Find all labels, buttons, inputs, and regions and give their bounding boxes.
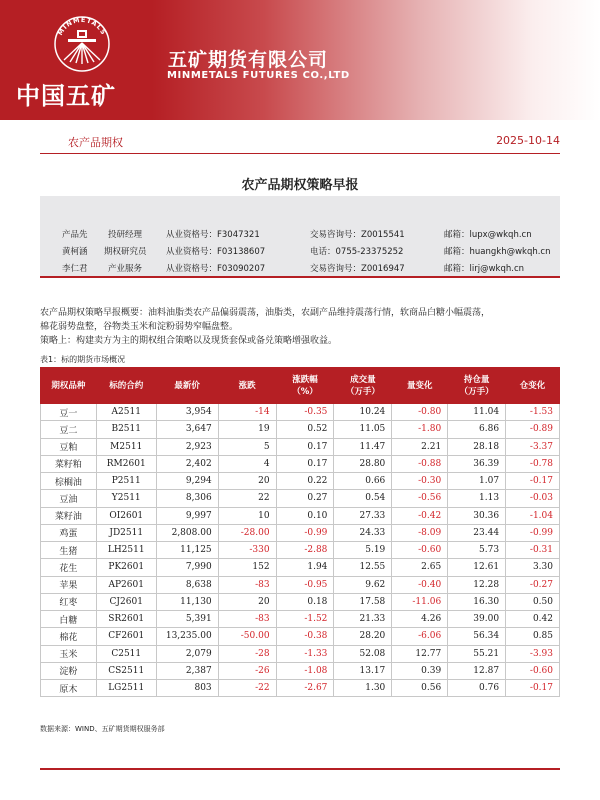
table-cell: 55.21 (448, 645, 506, 662)
table-cell: 2,387 (156, 662, 218, 679)
table-cell: 9.62 (334, 576, 392, 593)
summary-line: 农产品期权策略早报概要：油料油脂类农产品偏弱震荡，油脂类，农副产品维持震荡行情，软商品白糖小幅震荡， (40, 308, 491, 318)
table-cell: 11.04 (448, 404, 506, 421)
analyst-name: 产品先 (62, 230, 88, 240)
table-cell: 2,079 (156, 645, 218, 662)
company-name-cn: 五矿期货有限公司 (168, 49, 329, 71)
table-cell: 0.85 (506, 628, 560, 645)
analyst-contact: 交易咨询号：Z0016947 (310, 264, 405, 274)
table-cell: -0.17 (506, 473, 560, 490)
table-row (41, 559, 560, 576)
analyst-row (40, 262, 560, 280)
table-cell: 0.54 (334, 490, 392, 507)
table-cell: -0.35 (276, 404, 334, 421)
table-cell: -14 (218, 404, 276, 421)
table-cell: -0.99 (276, 524, 334, 541)
table-cell: 1.30 (334, 680, 392, 697)
table-cell: 152 (218, 559, 276, 576)
table-cell: 11.47 (334, 438, 392, 455)
table-cell: 0.22 (276, 473, 334, 490)
analyst-role: 产业服务 (108, 264, 143, 274)
analyst-role: 投研经理 (108, 230, 143, 240)
table-cell: OI2601 (96, 507, 156, 524)
table-cell: -0.03 (506, 490, 560, 507)
table-cell: 9,997 (156, 507, 218, 524)
table-row (41, 628, 560, 645)
table-cell: -50.00 (218, 628, 276, 645)
table-header-cell (506, 368, 560, 404)
table-cell: -3.37 (506, 438, 560, 455)
table-row (41, 421, 560, 438)
table-cell: 0.52 (276, 421, 334, 438)
table-cell: 3.30 (506, 559, 560, 576)
analyst-email[interactable]: 邮箱：lupx@wkqh.cn (444, 230, 532, 240)
table-cell: -0.80 (392, 404, 448, 421)
table-cell: 27.33 (334, 507, 392, 524)
table-cell: 28.18 (448, 438, 506, 455)
table-cell: CS2511 (96, 662, 156, 679)
header-text: 成交量 (350, 374, 376, 385)
table-cell: M2511 (96, 438, 156, 455)
analyst-role: 期权研究员 (104, 247, 147, 257)
table-cell: 红枣 (41, 593, 97, 610)
table-cell: -0.17 (506, 680, 560, 697)
category-label: 农产品期权 (68, 136, 123, 149)
header-text: 量变化 (406, 380, 433, 391)
table-cell: -0.78 (506, 455, 560, 472)
table-cell: 16.30 (448, 593, 506, 610)
analyst-email[interactable]: 邮箱：huangkh@wkqh.cn (444, 247, 551, 257)
table-cell: 20 (218, 593, 276, 610)
table-cell: 28.80 (334, 455, 392, 472)
table-cell: -2.88 (276, 542, 334, 559)
table-cell: 10 (218, 507, 276, 524)
analyst-panel (40, 196, 560, 278)
table-row (41, 438, 560, 455)
company-name-en: MINMETALS FUTURES CO.,LTD (167, 70, 350, 81)
table-cell: 菜籽油 (41, 507, 97, 524)
table-cell: 鸡蛋 (41, 524, 97, 541)
table-cell: CF2601 (96, 628, 156, 645)
table-cell: 19 (218, 421, 276, 438)
table-header-row (41, 368, 560, 404)
table-cell: 12.28 (448, 576, 506, 593)
strategy-summary (40, 306, 560, 348)
table-cell: 11,125 (156, 542, 218, 559)
table-cell: 玉米 (41, 645, 97, 662)
table-cell: -22 (218, 680, 276, 697)
table-header-cell (156, 368, 218, 404)
header-text: （%） (292, 386, 318, 397)
analyst-name: 李仁君 (62, 264, 88, 274)
table-cell: Y2511 (96, 490, 156, 507)
table-cell: LH2511 (96, 542, 156, 559)
table-cell: -0.99 (506, 524, 560, 541)
table-cell: 5 (218, 438, 276, 455)
table-row (41, 455, 560, 472)
table-cell: 0.17 (276, 455, 334, 472)
analyst-cert: 从业资格号：F03090207 (166, 264, 266, 274)
table-header-cell (41, 368, 97, 404)
table-cell: 白糖 (41, 611, 97, 628)
table-cell: -0.56 (392, 490, 448, 507)
table-cell: C2511 (96, 645, 156, 662)
category-bar (40, 132, 560, 154)
table-cell: 11.05 (334, 421, 392, 438)
table-cell: -28.00 (218, 524, 276, 541)
table-cell: -0.27 (506, 576, 560, 593)
table-cell: -6.06 (392, 628, 448, 645)
table-cell: 8,306 (156, 490, 218, 507)
table-cell: 12.77 (392, 645, 448, 662)
table-cell: 2.21 (392, 438, 448, 455)
table-cell: 2,402 (156, 455, 218, 472)
header-text: 仓变化 (519, 380, 546, 391)
table-cell: -0.88 (392, 455, 448, 472)
table-cell: 1.13 (448, 490, 506, 507)
table-row (41, 611, 560, 628)
table-cell: 棉花 (41, 628, 97, 645)
table-cell: -11.06 (392, 593, 448, 610)
table-cell: -1.52 (276, 611, 334, 628)
table-cell: 22 (218, 490, 276, 507)
footer-rule (40, 768, 560, 770)
table-header-cell (96, 368, 156, 404)
table-cell: -0.38 (276, 628, 334, 645)
table-cell: 11,130 (156, 593, 218, 610)
table-cell: 10.24 (334, 404, 392, 421)
table-cell: 0.56 (392, 680, 448, 697)
table-cell: 0.10 (276, 507, 334, 524)
table-cell: 28.20 (334, 628, 392, 645)
analyst-contact: 电话：0755-23375252 (310, 247, 404, 257)
svg-text:MINMETALS: MINMETALS (56, 15, 108, 37)
table-cell: 24.33 (334, 524, 392, 541)
table-cell: 3,647 (156, 421, 218, 438)
table-cell: 20 (218, 473, 276, 490)
table-row (41, 662, 560, 679)
table-cell: JD2511 (96, 524, 156, 541)
table-cell: 1.94 (276, 559, 334, 576)
table-row (41, 473, 560, 490)
table-cell: -0.31 (506, 542, 560, 559)
analyst-row (40, 245, 560, 263)
table-cell: -1.04 (506, 507, 560, 524)
report-date: 2025-10-14 (496, 134, 560, 147)
header-text: 标的合约 (109, 380, 144, 391)
table-row (41, 680, 560, 697)
table-cell: 4.26 (392, 611, 448, 628)
analyst-cert: 从业资格号：F03138607 (166, 247, 266, 257)
table-header-cell (392, 368, 448, 404)
table-cell: 0.42 (506, 611, 560, 628)
table-cell: SR2601 (96, 611, 156, 628)
header-text: 持仓量 (463, 374, 490, 385)
table-cell: CJ2601 (96, 593, 156, 610)
table-cell: 0.66 (334, 473, 392, 490)
table-cell: 1.07 (448, 473, 506, 490)
analyst-cert: 从业资格号：F3047321 (166, 230, 260, 240)
table-cell: -0.89 (506, 421, 560, 438)
table-cell: -0.60 (392, 542, 448, 559)
table-cell: -0.40 (392, 576, 448, 593)
table-cell: -0.95 (276, 576, 334, 593)
header-text: 最新价 (174, 380, 200, 391)
table-cell: 0.50 (506, 593, 560, 610)
table-cell: -1.33 (276, 645, 334, 662)
table-row (41, 507, 560, 524)
table-header-cell (334, 368, 392, 404)
table-cell: 7,990 (156, 559, 218, 576)
table-cell: 豆一 (41, 404, 97, 421)
table-cell: 6.86 (448, 421, 506, 438)
table-cell: -2.67 (276, 680, 334, 697)
table-cell: P2511 (96, 473, 156, 490)
table-cell: 棕榈油 (41, 473, 97, 490)
table-cell: 2.65 (392, 559, 448, 576)
header-text: （万手） (345, 386, 380, 397)
table-cell: 21.33 (334, 611, 392, 628)
table-cell: -8.09 (392, 524, 448, 541)
table-cell: 56.34 (448, 628, 506, 645)
table-cell: 2,808.00 (156, 524, 218, 541)
table-cell: 13,235.00 (156, 628, 218, 645)
brand-cn: 中国五矿 (16, 82, 116, 110)
table-cell: 52.08 (334, 645, 392, 662)
table-cell: -0.42 (392, 507, 448, 524)
table-row (41, 542, 560, 559)
table-cell: 0.76 (448, 680, 506, 697)
table-cell: 0.39 (392, 662, 448, 679)
table-cell: 豆二 (41, 421, 97, 438)
summary-line: 策略上：构建卖方为主的期权组合策略以及现货套保或备兑策略增强收益。 (40, 336, 338, 346)
table-cell: B2511 (96, 421, 156, 438)
header-text: 期权品种 (51, 380, 86, 391)
analyst-contact: 交易咨询号：Z0015541 (310, 230, 405, 240)
table-cell: -26 (218, 662, 276, 679)
table-row (41, 645, 560, 662)
table-cell: 30.36 (448, 507, 506, 524)
table-header-cell (218, 368, 276, 404)
header-text: 涨跌幅 (292, 374, 318, 385)
table-cell: 豆粕 (41, 438, 97, 455)
table-cell: 39.00 (448, 611, 506, 628)
table-cell: LG2511 (96, 680, 156, 697)
analyst-row (40, 228, 560, 246)
table-cell: -330 (218, 542, 276, 559)
data-source: 数据来源：WIND、五矿期货期权服务部 (40, 725, 165, 733)
table-cell: 5.73 (448, 542, 506, 559)
table-cell: -0.60 (506, 662, 560, 679)
table-cell: 2,923 (156, 438, 218, 455)
table-row (41, 404, 560, 421)
table-cell: 36.39 (448, 455, 506, 472)
header-text: 涨跌 (238, 380, 256, 391)
table-cell: 803 (156, 680, 218, 697)
table-title: 表1：标的期货市场概况 (40, 355, 126, 364)
report-header (0, 0, 600, 120)
table-row (41, 490, 560, 507)
table-cell: 4 (218, 455, 276, 472)
summary-line: 棉花弱势盘整，谷物类玉米和淀粉弱势窄幅盘整。 (40, 322, 239, 332)
table-cell: -28 (218, 645, 276, 662)
table-cell: 3,954 (156, 404, 218, 421)
table-header-cell (448, 368, 506, 404)
table-cell: 淀粉 (41, 662, 97, 679)
table-cell: PK2601 (96, 559, 156, 576)
table-cell: 12.61 (448, 559, 506, 576)
table-cell: A2511 (96, 404, 156, 421)
market-table (40, 367, 560, 697)
table-cell: -1.53 (506, 404, 560, 421)
table-cell: -1.08 (276, 662, 334, 679)
table-cell: 苹果 (41, 576, 97, 593)
table-cell: 豆油 (41, 490, 97, 507)
table-cell: 13.17 (334, 662, 392, 679)
table-cell: -0.30 (392, 473, 448, 490)
header-text: （万手） (459, 386, 494, 397)
table-row (41, 576, 560, 593)
table-cell: 12.87 (448, 662, 506, 679)
analyst-name: 黄柯涵 (62, 247, 88, 257)
table-cell: 0.18 (276, 593, 334, 610)
table-cell: AP2601 (96, 576, 156, 593)
table-cell: 菜籽粕 (41, 455, 97, 472)
table-cell: 8,638 (156, 576, 218, 593)
minmetals-logo (50, 10, 114, 74)
table-cell: 23.44 (448, 524, 506, 541)
table-cell: 12.55 (334, 559, 392, 576)
table-cell: 生猪 (41, 542, 97, 559)
table-cell: -3.93 (506, 645, 560, 662)
analyst-email[interactable]: 邮箱：lirj@wkqh.cn (444, 264, 524, 274)
table-row (41, 593, 560, 610)
table-cell: 0.17 (276, 438, 334, 455)
table-cell: 9,294 (156, 473, 218, 490)
table-cell: 原木 (41, 680, 97, 697)
page-title: 农产品期权策略早报 (241, 178, 359, 193)
table-cell: RM2601 (96, 455, 156, 472)
table-cell: 花生 (41, 559, 97, 576)
table-cell: 0.27 (276, 490, 334, 507)
table-header-cell (276, 368, 334, 404)
table-cell: 17.58 (334, 593, 392, 610)
table-cell: 5,391 (156, 611, 218, 628)
table-cell: -83 (218, 576, 276, 593)
table-cell: -1.80 (392, 421, 448, 438)
table-cell: 5.19 (334, 542, 392, 559)
table-row (41, 524, 560, 541)
table-cell: -83 (218, 611, 276, 628)
